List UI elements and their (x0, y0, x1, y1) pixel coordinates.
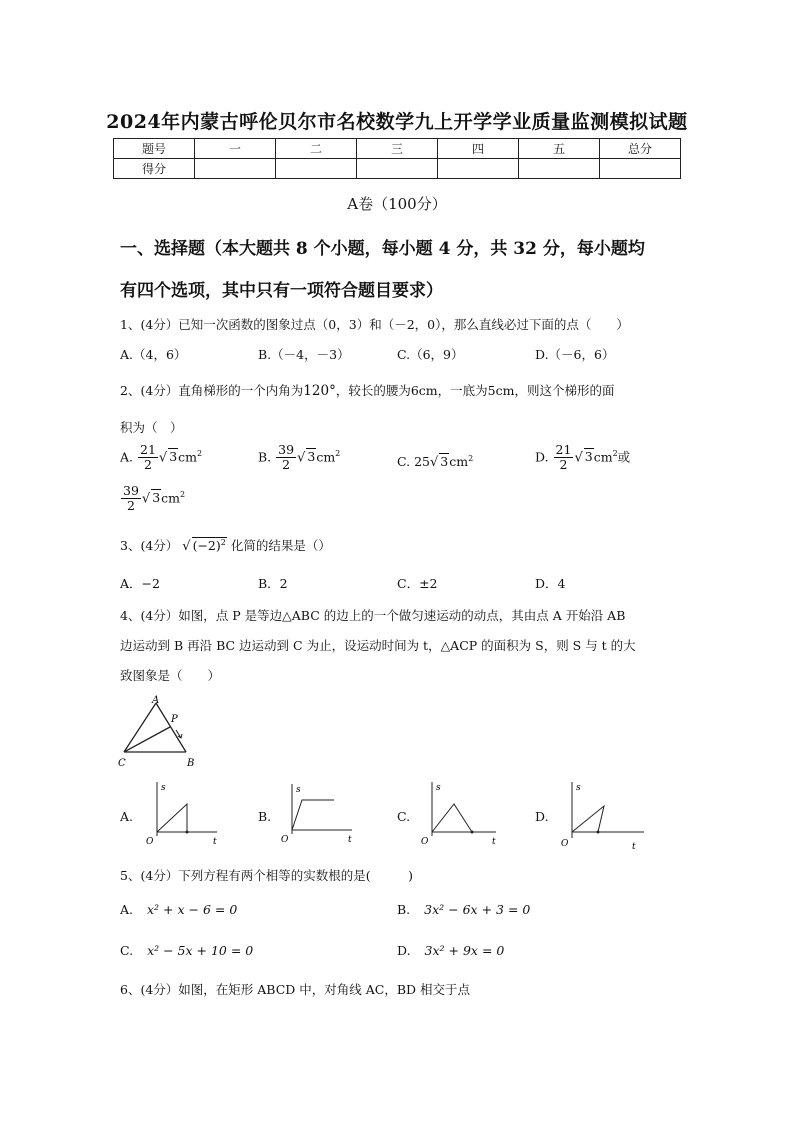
radicand-base: (−2) (192, 538, 221, 553)
end-point (186, 831, 189, 834)
curve (572, 806, 604, 832)
sqrt-symbol: √ (574, 450, 583, 466)
q2-angle: 120° (303, 383, 336, 399)
q5-equation-c: x² − 5x + 10 = 0 (147, 943, 254, 958)
q5-option-a (120, 902, 237, 917)
sqrt-symbol: √ (158, 450, 168, 466)
end-point (471, 831, 474, 834)
question-4-stem-line1: 4、(4分）如图，点 P 是等边△ABC 的边上的一个做匀速运动的动点，其由点 A 开始沿 AB (120, 608, 626, 623)
q1-option-d: D.（－6，6） (535, 347, 615, 362)
q2-unit-cm: cm (495, 383, 515, 398)
q4-graph-d (558, 776, 654, 856)
score-table-header-row (114, 139, 681, 159)
q2-stem-a: 2、(4分）直角梯形的一个内角为 (120, 383, 304, 398)
s-label: s (576, 783, 581, 793)
question-2-stem-line2: 积为（ ） (120, 420, 183, 435)
curve (157, 804, 187, 832)
section-heading-line1: 一、选择题（本大题共 8 个小题，每小题 4 分，共 32 分，每小题均 (120, 239, 645, 259)
q2-option-c-label: C. (397, 454, 411, 470)
q5-equation-d: 3x² + 9x = 0 (424, 943, 505, 958)
section-heading-line2: 有四个选项，其中只有一项符合题目要求） (120, 281, 443, 301)
q1-option-b: B.（－4，－3） (258, 347, 350, 362)
origin-label: O (561, 839, 569, 849)
q5-option-c-label: C. (120, 943, 134, 958)
score-table-cell: 四 (438, 139, 519, 159)
unit: cm (593, 449, 613, 465)
q4-graph-c (418, 776, 502, 851)
sqrt-symbol: √ (141, 491, 151, 507)
q4-graph-b (278, 780, 358, 850)
fraction (121, 484, 141, 514)
question-6-stem: 6、(4分）如图，在矩形 ABCD 中，对角线 AC，BD 相交于点 (120, 982, 471, 997)
q2-option-d-label: D. (535, 449, 549, 465)
s-label: s (296, 785, 301, 795)
score-cell-empty[interactable] (357, 159, 438, 179)
exponent: 2 (197, 449, 203, 459)
q3-stem-a: 3、(4分） (120, 538, 179, 553)
sqrt-symbol: √ (429, 455, 439, 471)
score-cell-empty[interactable] (438, 159, 519, 179)
score-table-cell: 题号 (114, 139, 195, 159)
q5-option-c (120, 943, 253, 958)
origin-label: O (281, 835, 289, 845)
score-table (113, 138, 681, 179)
q2-base: 5 (487, 383, 496, 398)
score-cell-empty[interactable] (195, 159, 276, 179)
numerator: 39 (123, 483, 139, 498)
exponent: 2 (220, 537, 226, 547)
exponent: 2 (468, 454, 474, 463)
or-text: 或 (617, 449, 631, 465)
q3-option-c: C．±2 (397, 576, 438, 591)
radicand: 3 (152, 490, 161, 506)
q5-equation-a: x² + x − 6 = 0 (147, 902, 238, 917)
q2-option-a-label: A. (120, 449, 134, 465)
t-label: t (632, 842, 636, 852)
s-label: s (161, 783, 166, 793)
q5-equation-b: 3x² − 6x + 3 = 0 (424, 902, 531, 917)
q5-option-b-label: B. (397, 902, 411, 917)
q5-option-d-label: D. (397, 943, 411, 958)
q4-option-b-label: B. (258, 809, 272, 824)
q2-stem-b: ，较长的腰为 (335, 383, 411, 398)
score-table-cell: 三 (357, 139, 438, 159)
score-table-cell: 二 (276, 139, 357, 159)
q4-graph-a (143, 776, 223, 851)
denominator: 2 (143, 457, 152, 473)
exponent: 2 (612, 449, 618, 459)
radicand: 3 (440, 454, 449, 470)
numerator: 39 (278, 442, 295, 457)
q1-option-c: C.（6，9） (397, 347, 464, 362)
curve (292, 800, 334, 830)
question-5-stem: 5、(4分）下列方程有两个相等的实数根的是( ) (120, 868, 414, 883)
denominator: 2 (282, 457, 291, 473)
unit: cm (161, 490, 181, 506)
q2-option-d-continued (120, 484, 185, 514)
s-label: s (436, 783, 441, 793)
question-3-stem (120, 536, 331, 554)
fraction (276, 443, 296, 473)
t-label: t (348, 835, 352, 845)
q5-option-a-label: A. (120, 902, 134, 917)
sqrt-symbol: √ (182, 539, 191, 554)
score-table-cell: 五 (519, 139, 600, 159)
q2-unit-cm: cm (418, 383, 438, 398)
label-c: C (118, 758, 126, 769)
score-table-cell: 总分 (600, 139, 681, 159)
q2-option-a (120, 443, 202, 473)
segment-cp (124, 727, 170, 752)
unit: cm (449, 454, 469, 470)
t-label: t (213, 837, 217, 847)
q3-stem-b: 化简的结果是（） (230, 538, 331, 553)
numerator: 21 (555, 442, 572, 457)
label-p: P (171, 714, 178, 725)
score-table-cell: 一 (195, 139, 276, 159)
radicand: 3 (584, 449, 593, 465)
q2-option-b (258, 443, 340, 473)
denominator: 2 (126, 498, 135, 514)
q2-stem-d: ，则这个梯形的面 (514, 383, 615, 398)
q4-option-a-label: A. (120, 809, 134, 824)
q3-option-d: D．4 (535, 576, 566, 591)
q3-option-a: A．−2 (120, 576, 160, 591)
q5-option-b (397, 902, 530, 917)
unit: cm (178, 449, 198, 465)
radicand (192, 537, 227, 553)
question-2-stem-line1 (120, 381, 615, 399)
score-table-score-row (114, 159, 681, 179)
q3-option-b: B．2 (258, 576, 288, 591)
origin-label: O (146, 837, 154, 847)
q4-option-d-label: D. (535, 809, 549, 824)
q2-option-c (397, 454, 473, 470)
question-4-stem-line3: 致图象是（ ） (120, 668, 221, 683)
sqrt-symbol: √ (297, 450, 306, 466)
end-point (597, 831, 600, 834)
exponent: 2 (180, 490, 186, 500)
q4-option-c-label: C. (397, 809, 411, 824)
question-1-stem: 1、(4分）已知一次函数的图象过点（0，3）和（－2，0），那么直线必过下面的点（ ） (120, 317, 629, 332)
q2-option-d (535, 443, 630, 473)
q5-option-d (397, 943, 504, 958)
paper-section-heading: A卷（100分） (347, 195, 447, 213)
denominator: 2 (559, 457, 568, 473)
t-label: t (492, 837, 496, 847)
q1-option-a: A.（4，6） (120, 347, 187, 362)
q2-stem-c: ，一底为 (437, 383, 488, 398)
score-cell-empty[interactable] (276, 159, 357, 179)
side-ca (124, 703, 156, 752)
exponent: 2 (335, 449, 341, 459)
q2-waist: 6 (410, 383, 419, 398)
unit: cm (316, 449, 336, 465)
question-4-stem-line2: 边运动到 B 再沿 BC 边运动到 C 为止，设运动时间为 t，△ACP 的面积为 S，则 S 与 t 的大 (120, 638, 636, 653)
label-a: A (152, 695, 160, 706)
label-b: B (187, 758, 195, 769)
page-title: 2024年内蒙古呼伦贝尔市名校数学九上开学学业质量监测模拟试题 (106, 111, 688, 133)
score-cell-empty[interactable] (519, 159, 600, 179)
coefficient: 25 (414, 454, 430, 470)
fraction (138, 443, 158, 473)
score-row-label: 得分 (114, 159, 195, 179)
radicand: 3 (307, 449, 316, 465)
radicand: 3 (169, 449, 178, 465)
side-ab (156, 703, 186, 752)
fraction (554, 443, 574, 473)
origin-label: O (421, 837, 429, 847)
score-cell-empty[interactable] (600, 159, 681, 179)
triangle-figure (116, 694, 200, 770)
curve (432, 804, 472, 832)
numerator: 21 (140, 442, 156, 457)
q2-option-b-label: B. (258, 449, 272, 465)
